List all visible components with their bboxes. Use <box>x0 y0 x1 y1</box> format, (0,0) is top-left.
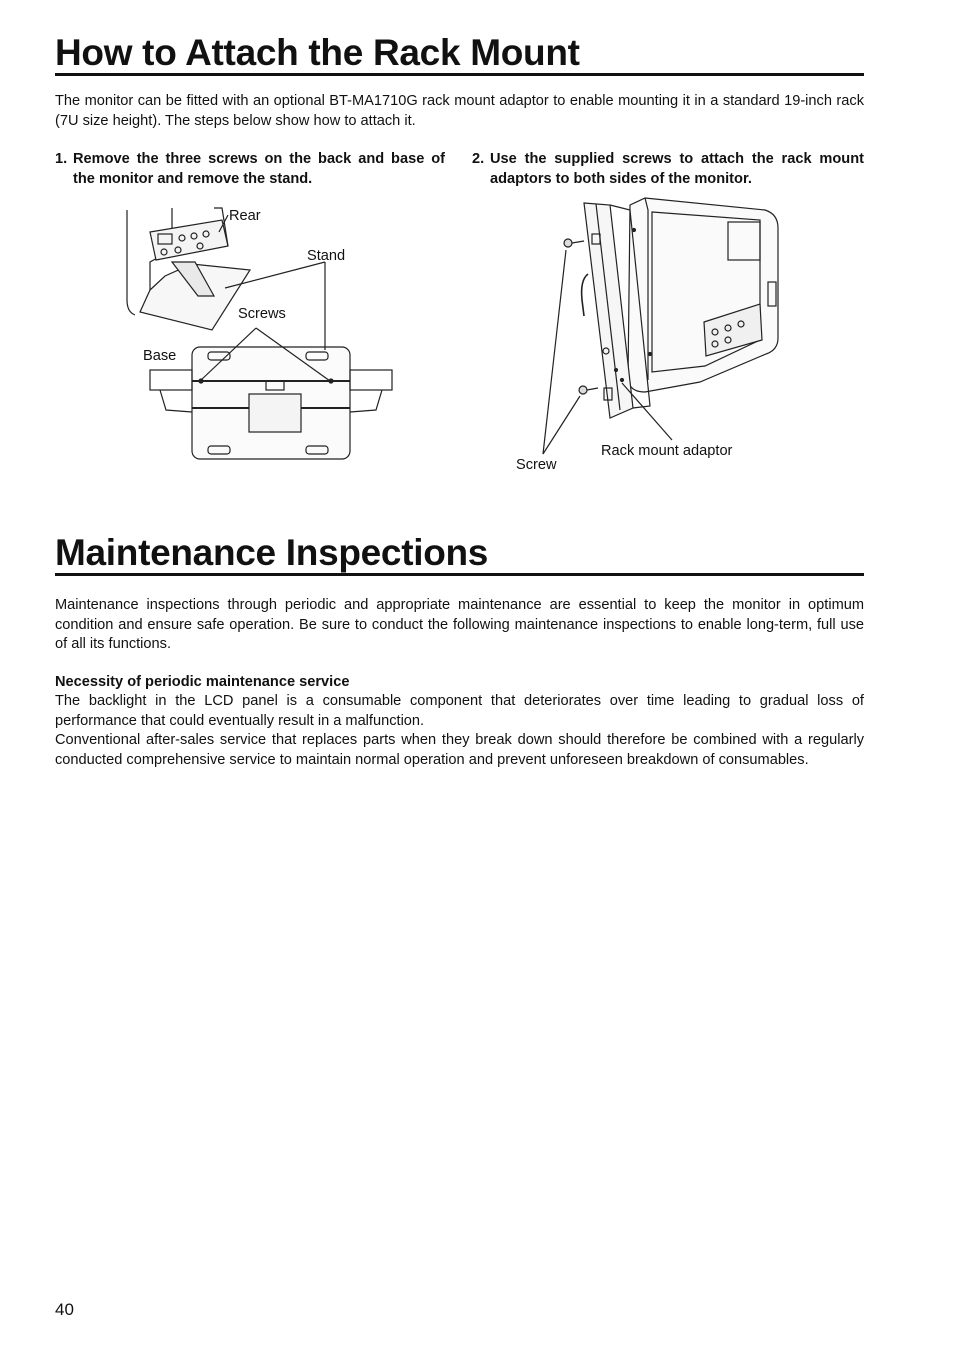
maintenance-para-2: Conventional after-sales service that replaces parts when they break down should therefore be combined with a regularly conducted comprehensive service to maintain normal operation and prevent unforeseen breakdown of consumables. <box>55 732 864 768</box>
label-rear: Rear <box>229 208 261 224</box>
step-2-number: 2. <box>472 151 485 167</box>
maintenance-para-1: The backlight in the LCD panel is a consumable component that deteriorates over time leading to gradual loss of performance that could eventually result in a malfunction. <box>55 693 864 729</box>
step-1-text: Remove the three screws on the back and base of the monitor and remove the stand. <box>73 151 445 187</box>
label-stand: Stand <box>307 248 346 264</box>
label-screw: Screw <box>516 457 557 473</box>
rack-mount-intro: The monitor can be fitted with an optional BT-MA1710G rack mount adaptor to enable mounting it in a standard 19-inch rack (7U size height). The steps below show how to attach it. <box>55 93 864 129</box>
label-rack-mount-adaptor: Rack mount adaptor <box>601 443 733 459</box>
step-2-text: Use the supplied screws to attach the rack mount adaptors to both sides of the monitor. <box>490 151 864 187</box>
maintenance-intro: Maintenance inspections through periodic and appropriate maintenance are essential to keep the monitor in optimum condition and ensure safe operation. Be sure to conduct the following maintenance inspections to enable long-term, full use of all its functions. <box>55 597 864 652</box>
step-1-number: 1. <box>55 151 68 167</box>
maintenance-title: Maintenance Inspections <box>55 533 864 576</box>
rack-mount-title: How to Attach the Rack Mount <box>55 33 864 76</box>
label-base: Base <box>143 348 177 364</box>
page-number: 40 <box>55 1300 74 1319</box>
label-screws: Screws <box>238 306 286 322</box>
maintenance-subheading: Necessity of periodic maintenance service <box>55 674 350 690</box>
